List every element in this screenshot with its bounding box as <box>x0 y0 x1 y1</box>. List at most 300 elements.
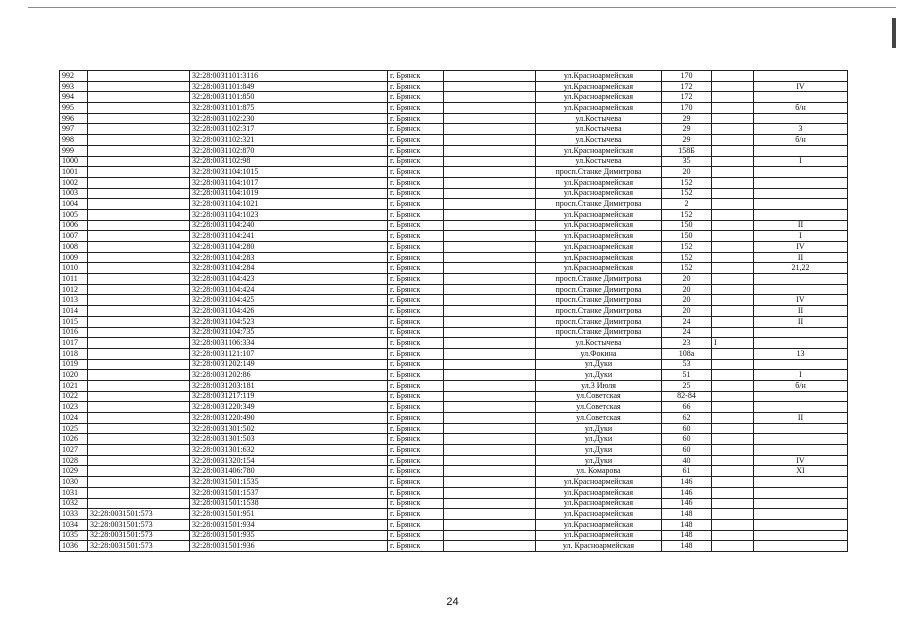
parent-cadastral-number-cell <box>88 156 190 167</box>
street-cell: ул.Красноармейская <box>536 263 662 274</box>
row-number-cell: 995 <box>60 103 88 114</box>
extra-col-1-cell <box>712 487 754 498</box>
cadastral-number-cell: 32:28:0031501:1535 <box>190 477 388 488</box>
extra-col-1-cell <box>712 306 754 317</box>
parent-cadastral-number-cell <box>88 252 190 263</box>
street-cell: ул.Красноармейская <box>536 530 662 541</box>
extra-col-1-cell <box>712 327 754 338</box>
extra-col-1-cell <box>712 199 754 210</box>
blank-cell-cell <box>444 477 536 488</box>
street-cell: просп.Станке Димитрова <box>536 284 662 295</box>
blank-cell-cell <box>444 455 536 466</box>
extra-col-1-cell <box>712 370 754 381</box>
table-row <box>60 370 848 381</box>
street-cell: ул.Красноармейская <box>536 145 662 156</box>
city-cell: г. Брянск <box>388 113 444 124</box>
house-number-cell: 61 <box>662 466 712 477</box>
table-row <box>60 327 848 338</box>
parent-cadastral-number-cell <box>88 295 190 306</box>
city-cell: г. Брянск <box>388 434 444 445</box>
city-cell: г. Брянск <box>388 92 444 103</box>
city-cell: г. Брянск <box>388 402 444 413</box>
house-number-cell: 150 <box>662 220 712 231</box>
extra-col-1-cell <box>712 252 754 263</box>
extra-col-1-cell <box>712 348 754 359</box>
street-cell: просп.Станке Димитрова <box>536 327 662 338</box>
parent-cadastral-number-cell <box>88 220 190 231</box>
extra-col-1-cell <box>712 103 754 114</box>
row-number-cell: 1008 <box>60 242 88 253</box>
cadastral-number-cell: 32:28:0031104:423 <box>190 274 388 285</box>
house-number-cell: 2 <box>662 199 712 210</box>
street-cell: ул.Дуки <box>536 445 662 456</box>
table-row <box>60 156 848 167</box>
street-cell: ул. Комарова <box>536 466 662 477</box>
blank-cell-cell <box>444 498 536 509</box>
table-row <box>60 306 848 317</box>
house-number-cell: 51 <box>662 370 712 381</box>
parent-cadastral-number-cell <box>88 113 190 124</box>
house-number-cell: 158Б <box>662 145 712 156</box>
table-row <box>60 252 848 263</box>
table-row <box>60 530 848 541</box>
parent-cadastral-number-cell <box>88 359 190 370</box>
street-cell: ул.Красноармейская <box>536 177 662 188</box>
street-cell: ул.Красноармейская <box>536 509 662 520</box>
premises-number-cell <box>754 92 848 103</box>
street-cell: ул.Красноармейская <box>536 209 662 220</box>
table-row <box>60 423 848 434</box>
extra-col-1-cell <box>712 423 754 434</box>
extra-col-1-cell <box>712 434 754 445</box>
table-row <box>60 348 848 359</box>
blank-cell-cell <box>444 231 536 242</box>
extra-col-1-cell <box>712 316 754 327</box>
table-row <box>60 124 848 135</box>
premises-number-cell <box>754 541 848 552</box>
parent-cadastral-number-cell <box>88 306 190 317</box>
city-cell: г. Брянск <box>388 316 444 327</box>
row-number-cell: 1016 <box>60 327 88 338</box>
table-row <box>60 466 848 477</box>
house-number-cell: 152 <box>662 252 712 263</box>
blank-cell-cell <box>444 177 536 188</box>
street-cell: ул.Советская <box>536 391 662 402</box>
cadastral-number-cell: 32:28:0031101:850 <box>190 92 388 103</box>
row-number-cell: 993 <box>60 81 88 92</box>
extra-col-1-cell <box>712 209 754 220</box>
cadastral-number-cell: 32:28:0031501:951 <box>190 509 388 520</box>
row-number-cell: 1034 <box>60 519 88 530</box>
street-cell: ул. Красноармейская <box>536 541 662 552</box>
street-cell: ул.Красноармейская <box>536 252 662 263</box>
premises-number-cell <box>754 477 848 488</box>
blank-cell-cell <box>444 530 536 541</box>
extra-col-1-cell <box>712 519 754 530</box>
row-number-cell: 1017 <box>60 338 88 349</box>
row-number-cell: 1012 <box>60 284 88 295</box>
house-number-cell: 152 <box>662 188 712 199</box>
cadastral-number-cell: 32:28:0031202:86 <box>190 370 388 381</box>
cadastral-number-cell: 32:28:0031501:1538 <box>190 498 388 509</box>
extra-col-1-cell <box>712 231 754 242</box>
extra-col-1-cell <box>712 274 754 285</box>
table-row <box>60 434 848 445</box>
city-cell: г. Брянск <box>388 391 444 402</box>
blank-cell-cell <box>444 242 536 253</box>
street-cell: ул.Красноармейская <box>536 220 662 231</box>
blank-cell-cell <box>444 71 536 82</box>
extra-col-1-cell <box>712 156 754 167</box>
parent-cadastral-number-cell: 32:28:0031501:573 <box>88 519 190 530</box>
premises-number-cell <box>754 177 848 188</box>
parent-cadastral-number-cell <box>88 445 190 456</box>
city-cell: г. Брянск <box>388 509 444 520</box>
table-row <box>60 188 848 199</box>
house-number-cell: 146 <box>662 487 712 498</box>
row-number-cell: 1003 <box>60 188 88 199</box>
cadastral-number-cell: 32:28:0031301:503 <box>190 434 388 445</box>
cadastral-number-cell: 32:28:0031104:1023 <box>190 209 388 220</box>
parent-cadastral-number-cell <box>88 348 190 359</box>
street-cell: ул.Красноармейская <box>536 81 662 92</box>
parent-cadastral-number-cell <box>88 71 190 82</box>
house-number-cell: 82-84 <box>662 391 712 402</box>
cadastral-number-cell: 32:28:0031104:425 <box>190 295 388 306</box>
street-cell: просп.Станке Димитрова <box>536 316 662 327</box>
table-row <box>60 445 848 456</box>
house-number-cell: 29 <box>662 113 712 124</box>
table-row <box>60 231 848 242</box>
premises-number-cell <box>754 391 848 402</box>
city-cell: г. Брянск <box>388 242 444 253</box>
cadastral-number-cell: 32:28:0031301:502 <box>190 423 388 434</box>
blank-cell-cell <box>444 252 536 263</box>
row-number-cell: 1028 <box>60 455 88 466</box>
extra-col-1-cell <box>712 413 754 424</box>
parent-cadastral-number-cell <box>88 231 190 242</box>
city-cell: г. Брянск <box>388 263 444 274</box>
house-number-cell: 148 <box>662 509 712 520</box>
row-number-cell: 1009 <box>60 252 88 263</box>
cadastral-number-cell: 32:28:0031104:280 <box>190 242 388 253</box>
house-number-cell: 150 <box>662 231 712 242</box>
city-cell: г. Брянск <box>388 220 444 231</box>
premises-number-cell <box>754 434 848 445</box>
table-row <box>60 177 848 188</box>
blank-cell-cell <box>444 92 536 103</box>
premises-number-cell: II <box>754 220 848 231</box>
table-row <box>60 359 848 370</box>
extra-col-1-cell <box>712 188 754 199</box>
parent-cadastral-number-cell <box>88 188 190 199</box>
premises-number-cell <box>754 423 848 434</box>
street-cell: ул.Костычева <box>536 113 662 124</box>
street-cell: ул.Дуки <box>536 370 662 381</box>
premises-number-cell <box>754 338 848 349</box>
table-row <box>60 103 848 114</box>
blank-cell-cell <box>444 509 536 520</box>
blank-cell-cell <box>444 209 536 220</box>
blank-cell-cell <box>444 423 536 434</box>
row-number-cell: 1030 <box>60 477 88 488</box>
house-number-cell: 20 <box>662 306 712 317</box>
street-cell: ул.Костычева <box>536 135 662 146</box>
cadastral-number-cell: 32:28:0031301:632 <box>190 445 388 456</box>
table-row <box>60 391 848 402</box>
premises-number-cell: II <box>754 413 848 424</box>
parent-cadastral-number-cell <box>88 455 190 466</box>
table-row <box>60 242 848 253</box>
premises-number-cell <box>754 113 848 124</box>
street-cell: ул.Советская <box>536 413 662 424</box>
premises-number-cell <box>754 498 848 509</box>
table-row <box>60 167 848 178</box>
parent-cadastral-number-cell <box>88 380 190 391</box>
table-row <box>60 71 848 82</box>
cadastral-number-cell: 32:28:0031102:321 <box>190 135 388 146</box>
premises-number-cell: I <box>754 231 848 242</box>
extra-col-1-cell <box>712 380 754 391</box>
row-number-cell: 1011 <box>60 274 88 285</box>
extra-col-1-cell <box>712 145 754 156</box>
parent-cadastral-number-cell <box>88 466 190 477</box>
extra-col-1-cell <box>712 81 754 92</box>
house-number-cell: 152 <box>662 263 712 274</box>
table-row <box>60 145 848 156</box>
parent-cadastral-number-cell <box>88 103 190 114</box>
premises-number-cell: IV <box>754 242 848 253</box>
extra-col-1-cell <box>712 359 754 370</box>
table-row <box>60 316 848 327</box>
street-cell: ул.Костычева <box>536 156 662 167</box>
cadastral-number-cell: 32:28:0031104:241 <box>190 231 388 242</box>
premises-number-cell <box>754 509 848 520</box>
table-row <box>60 509 848 520</box>
table-row <box>60 92 848 103</box>
blank-cell-cell <box>444 81 536 92</box>
street-cell: просп.Станке Димитрова <box>536 167 662 178</box>
scan-top-rule <box>28 7 896 8</box>
blank-cell-cell <box>444 519 536 530</box>
row-number-cell: 1004 <box>60 199 88 210</box>
city-cell: г. Брянск <box>388 71 444 82</box>
city-cell: г. Брянск <box>388 380 444 391</box>
table-row <box>60 274 848 285</box>
city-cell: г. Брянск <box>388 327 444 338</box>
premises-number-cell: б/н <box>754 135 848 146</box>
row-number-cell: 994 <box>60 92 88 103</box>
row-number-cell: 1031 <box>60 487 88 498</box>
street-cell: ул.Красноармейская <box>536 498 662 509</box>
page-number: 24 <box>446 596 459 608</box>
row-number-cell: 992 <box>60 71 88 82</box>
premises-number-cell: IV <box>754 295 848 306</box>
row-number-cell: 1006 <box>60 220 88 231</box>
premises-number-cell <box>754 445 848 456</box>
street-cell: ул.3 Июля <box>536 380 662 391</box>
extra-col-1-cell <box>712 263 754 274</box>
cadastral-number-cell: 32:28:0031501:936 <box>190 541 388 552</box>
row-number-cell: 1015 <box>60 316 88 327</box>
city-cell: г. Брянск <box>388 177 444 188</box>
premises-number-cell <box>754 188 848 199</box>
table-row <box>60 199 848 210</box>
cadastral-number-cell: 32:28:0031102:317 <box>190 124 388 135</box>
row-number-cell: 1018 <box>60 348 88 359</box>
cadastral-number-cell: 32:28:0031220:490 <box>190 413 388 424</box>
parent-cadastral-number-cell <box>88 402 190 413</box>
row-number-cell: 1002 <box>60 177 88 188</box>
house-number-cell: 152 <box>662 242 712 253</box>
blank-cell-cell <box>444 284 536 295</box>
extra-col-1-cell <box>712 135 754 146</box>
parent-cadastral-number-cell <box>88 209 190 220</box>
cadastral-number-cell: 32:28:0031220:349 <box>190 402 388 413</box>
row-number-cell: 997 <box>60 124 88 135</box>
extra-col-1-cell: I <box>712 338 754 349</box>
row-number-cell: 1036 <box>60 541 88 552</box>
table-row <box>60 263 848 274</box>
street-cell: ул.Дуки <box>536 455 662 466</box>
blank-cell-cell <box>444 348 536 359</box>
city-cell: г. Брянск <box>388 284 444 295</box>
parent-cadastral-number-cell <box>88 124 190 135</box>
extra-col-1-cell <box>712 124 754 135</box>
register-rows <box>60 71 848 552</box>
extra-col-1-cell <box>712 391 754 402</box>
row-number-cell: 1010 <box>60 263 88 274</box>
city-cell: г. Брянск <box>388 370 444 381</box>
premises-number-cell <box>754 145 848 156</box>
parent-cadastral-number-cell <box>88 434 190 445</box>
street-cell: ул.Красноармейская <box>536 188 662 199</box>
blank-cell-cell <box>444 156 536 167</box>
cadastral-number-cell: 32:28:0031101:849 <box>190 81 388 92</box>
street-cell: просп.Станке Димитрова <box>536 306 662 317</box>
parent-cadastral-number-cell <box>88 199 190 210</box>
table-row <box>60 135 848 146</box>
row-number-cell: 1027 <box>60 445 88 456</box>
row-number-cell: 1023 <box>60 402 88 413</box>
extra-col-1-cell <box>712 177 754 188</box>
cadastral-number-cell: 32:28:0031104:424 <box>190 284 388 295</box>
blank-cell-cell <box>444 338 536 349</box>
blank-cell-cell <box>444 434 536 445</box>
extra-col-1-cell <box>712 92 754 103</box>
table-row <box>60 487 848 498</box>
house-number-cell: 108а <box>662 348 712 359</box>
city-cell: г. Брянск <box>388 348 444 359</box>
cadastral-number-cell: 32:28:0031501:1537 <box>190 487 388 498</box>
premises-number-cell <box>754 209 848 220</box>
premises-number-cell: XI <box>754 466 848 477</box>
house-number-cell: 29 <box>662 135 712 146</box>
street-cell: ул.Красноармейская <box>536 71 662 82</box>
extra-col-1-cell <box>712 295 754 306</box>
extra-col-1-cell <box>712 530 754 541</box>
table-row <box>60 295 848 306</box>
parent-cadastral-number-cell <box>88 284 190 295</box>
cadastral-number-cell: 32:28:0031501:935 <box>190 530 388 541</box>
row-number-cell: 1013 <box>60 295 88 306</box>
extra-col-1-cell <box>712 498 754 509</box>
extra-col-1-cell <box>712 402 754 413</box>
house-number-cell: 170 <box>662 71 712 82</box>
table-row <box>60 413 848 424</box>
house-number-cell: 20 <box>662 274 712 285</box>
city-cell: г. Брянск <box>388 306 444 317</box>
cadastral-number-cell: 32:28:0031406:780 <box>190 466 388 477</box>
extra-col-1-cell <box>712 242 754 253</box>
cadastral-number-cell: 32:28:0031101:875 <box>190 103 388 114</box>
premises-number-cell: II <box>754 252 848 263</box>
table-row <box>60 402 848 413</box>
parent-cadastral-number-cell: 32:28:0031501:573 <box>88 509 190 520</box>
street-cell: ул.Красноармейская <box>536 487 662 498</box>
cadastral-number-cell: 32:28:0031104:1017 <box>190 177 388 188</box>
blank-cell-cell <box>444 380 536 391</box>
table-row <box>60 455 848 466</box>
city-cell: г. Брянск <box>388 423 444 434</box>
row-number-cell: 998 <box>60 135 88 146</box>
street-cell: ул.Советская <box>536 402 662 413</box>
row-number-cell: 1014 <box>60 306 88 317</box>
street-cell: просп.Станке Димитрова <box>536 295 662 306</box>
parent-cadastral-number-cell: 32:28:0031501:573 <box>88 530 190 541</box>
street-cell: ул.Дуки <box>536 423 662 434</box>
cadastral-number-cell: 32:28:0031104:283 <box>190 252 388 263</box>
parent-cadastral-number-cell <box>88 487 190 498</box>
row-number-cell: 1001 <box>60 167 88 178</box>
parent-cadastral-number-cell <box>88 242 190 253</box>
cadastral-number-cell: 32:28:0031104:240 <box>190 220 388 231</box>
house-number-cell: 20 <box>662 295 712 306</box>
blank-cell-cell <box>444 113 536 124</box>
house-number-cell: 24 <box>662 327 712 338</box>
city-cell: г. Брянск <box>388 477 444 488</box>
house-number-cell: 148 <box>662 519 712 530</box>
cadastral-number-cell: 32:28:0031203:181 <box>190 380 388 391</box>
blank-cell-cell <box>444 145 536 156</box>
extra-col-1-cell <box>712 71 754 82</box>
row-number-cell: 1026 <box>60 434 88 445</box>
house-number-cell: 40 <box>662 455 712 466</box>
house-number-cell: 29 <box>662 124 712 135</box>
house-number-cell: 60 <box>662 434 712 445</box>
city-cell: г. Брянск <box>388 338 444 349</box>
parent-cadastral-number-cell <box>88 423 190 434</box>
premises-number-cell: 21,22 <box>754 263 848 274</box>
row-number-cell: 1029 <box>60 466 88 477</box>
cadastral-number-cell: 32:28:0031101:3116 <box>190 71 388 82</box>
house-number-cell: 60 <box>662 423 712 434</box>
city-cell: г. Брянск <box>388 466 444 477</box>
parent-cadastral-number-cell <box>88 498 190 509</box>
blank-cell-cell <box>444 274 536 285</box>
cadastral-number-cell: 32:28:0031106:334 <box>190 338 388 349</box>
row-number-cell: 1035 <box>60 530 88 541</box>
house-number-cell: 25 <box>662 380 712 391</box>
extra-col-1-cell <box>712 477 754 488</box>
parent-cadastral-number-cell: 32:28:0031501:573 <box>88 541 190 552</box>
parent-cadastral-number-cell <box>88 477 190 488</box>
blank-cell-cell <box>444 306 536 317</box>
cadastral-number-cell: 32:28:0031121:107 <box>190 348 388 359</box>
premises-number-cell <box>754 530 848 541</box>
parent-cadastral-number-cell <box>88 92 190 103</box>
cadastral-number-cell: 32:28:0031102:98 <box>190 156 388 167</box>
